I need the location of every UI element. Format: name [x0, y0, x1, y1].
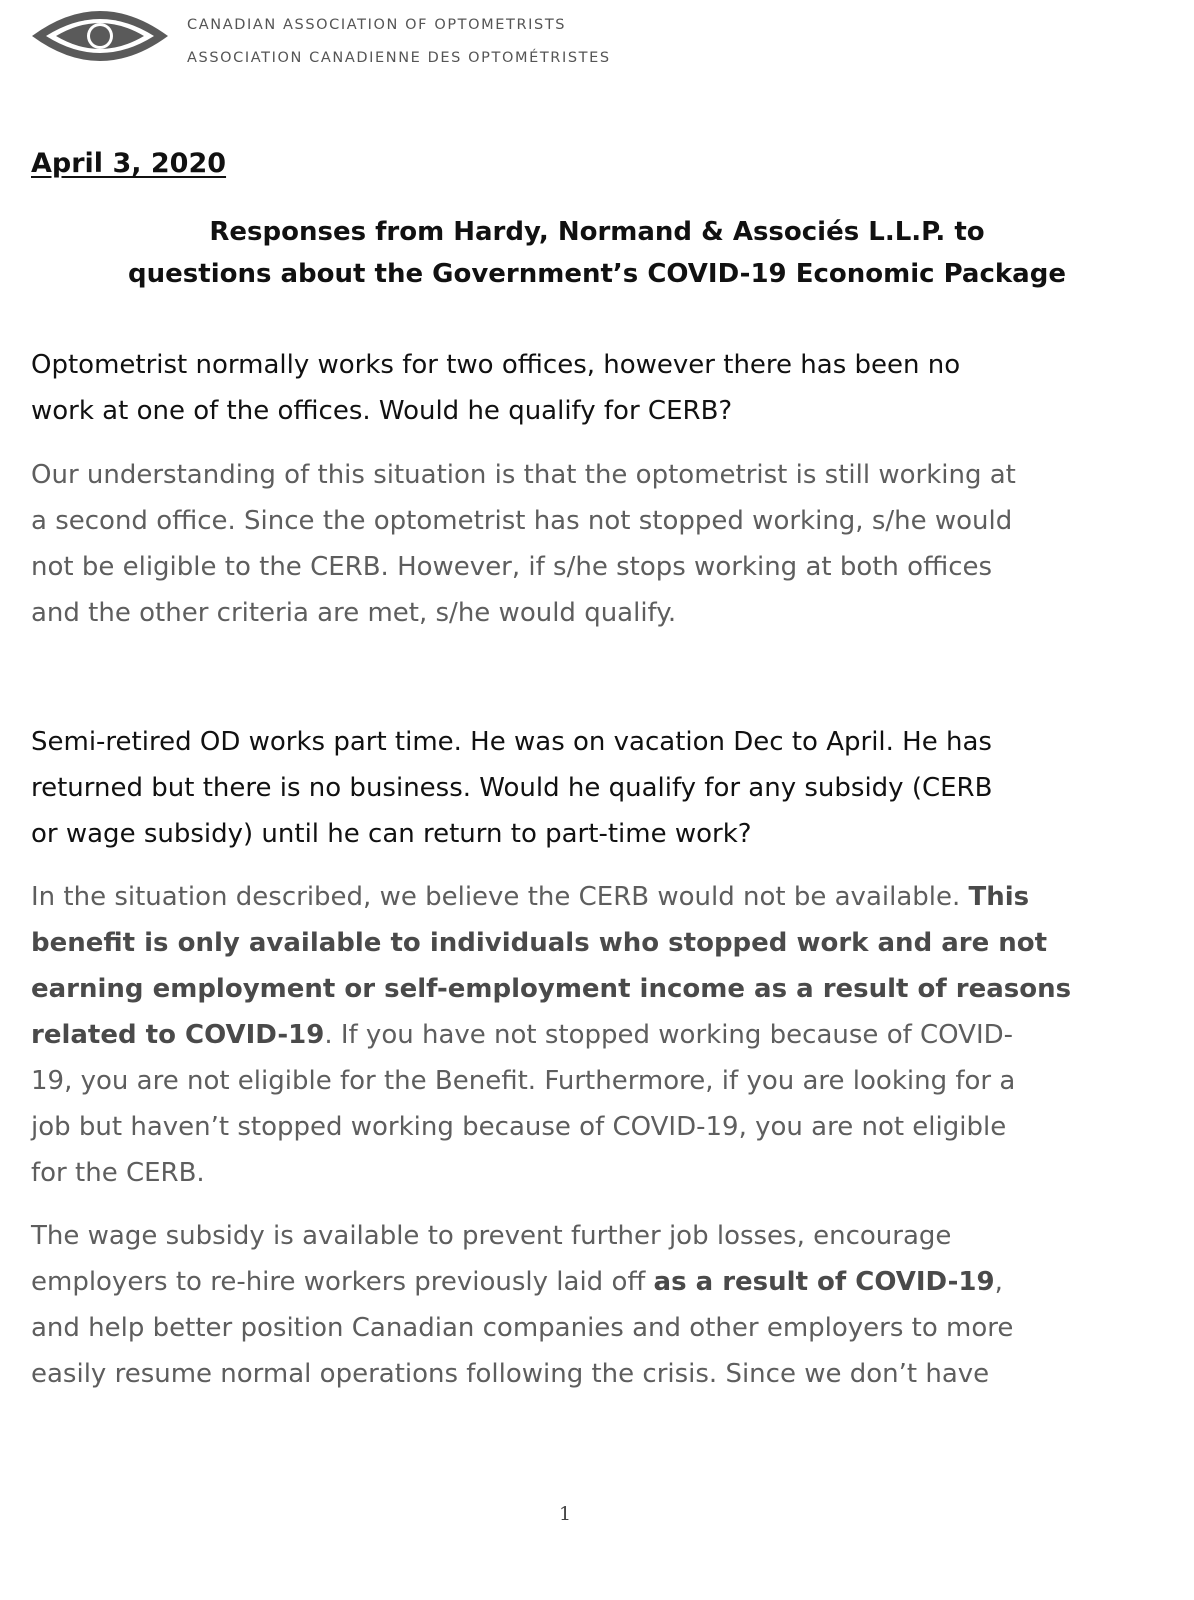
answer-2-line: easily resume normal operations following the crisis. Since we don’t have [31, 1359, 990, 1389]
answer-text: , [994, 1267, 1003, 1297]
question-1 [31, 342, 1121, 434]
answer-1-line: not be eligible to the CERB. However, if s/he stops working at both offices [31, 552, 993, 582]
eye-icon [30, 0, 170, 70]
answer-emphasis: related to COVID-19 [31, 1020, 325, 1050]
question-2-line: Semi-retired OD works part time. He was on vacation Dec to April. He has [31, 727, 992, 757]
answer-emphasis: as a result of COVID-19 [653, 1267, 995, 1297]
answer-1 [31, 452, 1121, 636]
answer-text: employers to re-hire workers previously laid off [31, 1267, 654, 1297]
question-1-line: work at one of the offices. Would he qualify for CERB? [31, 396, 733, 426]
document-title [20, 211, 1174, 295]
letterhead [30, 0, 730, 75]
question-1-line: Optometrist normally works for two offices, however there has been no [31, 350, 961, 380]
answer-text: In the situation described, we believe the CERB would not be available. [31, 882, 969, 912]
answer-2-line [31, 1012, 1121, 1058]
answer-2-line [31, 1259, 1121, 1305]
answer-1-line: Our understanding of this situation is that the optometrist is still working at [31, 460, 1016, 490]
answer-2-line: The wage subsidy is available to prevent further job losses, encourage [31, 1221, 952, 1251]
org-name-french: ASSOCIATION CANADIENNE DES OPTOMÉTRISTES [187, 50, 611, 66]
org-name-english: CANADIAN ASSOCIATION OF OPTOMETRISTS [187, 17, 567, 33]
answer-1-line: and the other criteria are met, s/he would qualify. [31, 598, 677, 628]
organization-names [187, 9, 611, 75]
page-number: 1 [558, 1503, 572, 1525]
answer-1-line: a second office. Since the optometrist has not stopped working, s/he would [31, 506, 1013, 536]
answer-2-line: and help better position Canadian companies and other employers to more [31, 1313, 1014, 1343]
title-line-1: Responses from Hardy, Normand & Associés L.L.P. to [209, 217, 985, 247]
question-2-line: or wage subsidy) until he can return to part-time work? [31, 819, 752, 849]
answer-text: . If you have not stopped working because of COVID- [324, 1020, 1014, 1050]
answer-2-line [31, 874, 1121, 920]
answer-2-paragraph-1 [31, 874, 1121, 1196]
answer-2-line: 19, you are not eligible for the Benefit. Furthermore, if you are looking for a [31, 1066, 1016, 1096]
answer-2-paragraph-2 [31, 1213, 1121, 1397]
question-2 [31, 719, 1121, 857]
title-line-2: questions about the Government’s COVID-19 Economic Package [128, 259, 1066, 289]
answer-emphasis: This [968, 882, 1030, 912]
answer-emphasis: earning employment or self-employment income as a result of reasons [31, 974, 1072, 1004]
document-date: April 3, 2020 [31, 148, 227, 179]
question-2-line: returned but there is no business. Would he qualify for any subsidy (CERB [31, 773, 993, 803]
answer-2-line: for the CERB. [31, 1158, 205, 1188]
answer-2-line: job but haven’t stopped working because of COVID-19, you are not eligible [31, 1112, 1007, 1142]
answer-emphasis: benefit is only available to individuals who stopped work and are not [31, 928, 1048, 958]
